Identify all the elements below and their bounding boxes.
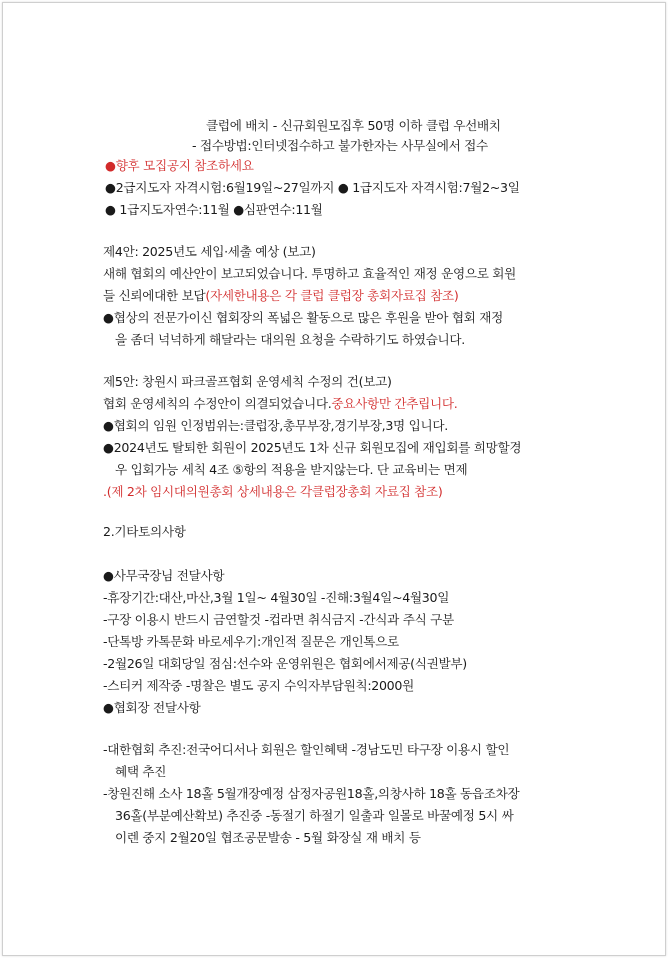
- closure-period-line: -휴장기간:대산,마산,3월 1일~ 4월30일 -진해:3월4일~4월30일: [103, 590, 450, 605]
- agenda-4-reference-note: (자세한내용은 각 클럽 클럽장 총회자료집 참조): [205, 288, 459, 303]
- president-notice-heading: ●협회장 전달사항: [103, 700, 201, 715]
- meeting-reference-note: .(제 2차 임시대의원총회 상세내용은 각클럽장총회 자료집 참조): [103, 484, 443, 499]
- course-opening-line-1: -창원진해 소사 18홀 5월개장예정 삼정자공원18홀,의창사하 18홀 동읍조차장: [103, 786, 520, 801]
- placement-note-line: 클럽에 배치 - 신규회원모집후 50명 이하 클럽 우선배치: [206, 118, 501, 133]
- course-opening-line-2: 36홀(부분예산확보) 추진중 -동절기 하절기 일출과 일몰로 바꿀예정 5시 싸: [115, 808, 514, 823]
- agenda-4-body-line-1: 새해 협회의 예산안이 보고되었습니다. 투명하고 효율적인 재정 운영으로 회원: [103, 266, 517, 281]
- secretary-notice-heading: ●사무국장님 전달사항: [103, 568, 225, 583]
- rejoin-rule-line-1: ●2024년도 탈퇴한 회원이 2025년도 1차 신규 회원모집에 재입회를 희망할경: [103, 440, 522, 455]
- officer-scope-line: ●협회의 임원 인정범위는:클럽장,총무부장,경기부장,3명 입니다.: [103, 418, 448, 433]
- agenda-5-body-line: [103, 394, 457, 414]
- agenda-4-bullet-line-1: ●협상의 전문가이신 협회장의 폭넓은 활동으로 많은 후원을 받아 협회 재정: [103, 310, 503, 325]
- agenda-5-summary-note: 중요사항만 간추립니다.: [331, 396, 458, 411]
- discount-plan-line-1: -대한협회 추진:전국어디서나 회원은 할인혜택 -경남도민 타구장 이용시 할인: [103, 742, 510, 757]
- agenda-5-body-text: 협회 운영세칙의 수정안이 의결되었습니다.: [103, 396, 332, 411]
- agenda-4-body-line-2: [103, 286, 459, 306]
- recruit-notice-line: ●향후 모집공지 참조하세요: [105, 158, 254, 173]
- course-rules-line: -구장 이용시 반드시 금연할것 -컵라면 취식금지 -간식과 주식 구분: [103, 612, 454, 627]
- course-opening-line-3: 이렌 중지 2월20일 협조공문발송 - 5월 화장실 재 배치 등: [115, 830, 421, 845]
- group-chat-line: -단톡방 카톡문화 바로세우기:개인적 질문은 개인톡으로: [103, 634, 399, 649]
- agenda-4-title: 제4안: 2025년도 세입·세출 예상 (보고): [103, 244, 316, 259]
- rejoin-rule-line-2: 우 입회가능 세칙 4조 ⑤항의 적용을 받지않는다. 단 교육비는 면제: [115, 462, 468, 477]
- sticker-notice-line: -스티커 제작중 -명찰은 별도 공지 수익자부담원칙:2000원: [103, 678, 414, 693]
- training-schedule-line: ● 1급지도자연수:11월 ●심판연수:11월: [105, 202, 323, 217]
- lunch-notice-line: -2월26일 대회당일 점심:선수와 운영위원은 협회에서제공(식권발부): [103, 656, 467, 671]
- exam-schedule-line: ●2급지도자 자격시험:6월19일~27일까지 ● 1급지도자 자격시험:7월2~3일: [105, 180, 520, 195]
- application-method-line: - 접수방법:인터넷접수하고 불가한자는 사무실에서 접수: [192, 138, 488, 153]
- agenda-5-title: 제5안: 창원시 파크골프협회 운영세칙 수정의 건(보고): [103, 374, 392, 389]
- agenda-4-bullet-line-2: 을 좀더 넉넉하게 해달라는 대의원 요청을 수락하기도 하였습니다.: [115, 332, 465, 347]
- agenda-4-body-text: 들 신뢰에대한 보답: [103, 288, 206, 303]
- discount-plan-line-2: 혜택 추진: [115, 764, 167, 779]
- other-matters-heading: 2.기타토의사항: [103, 524, 186, 539]
